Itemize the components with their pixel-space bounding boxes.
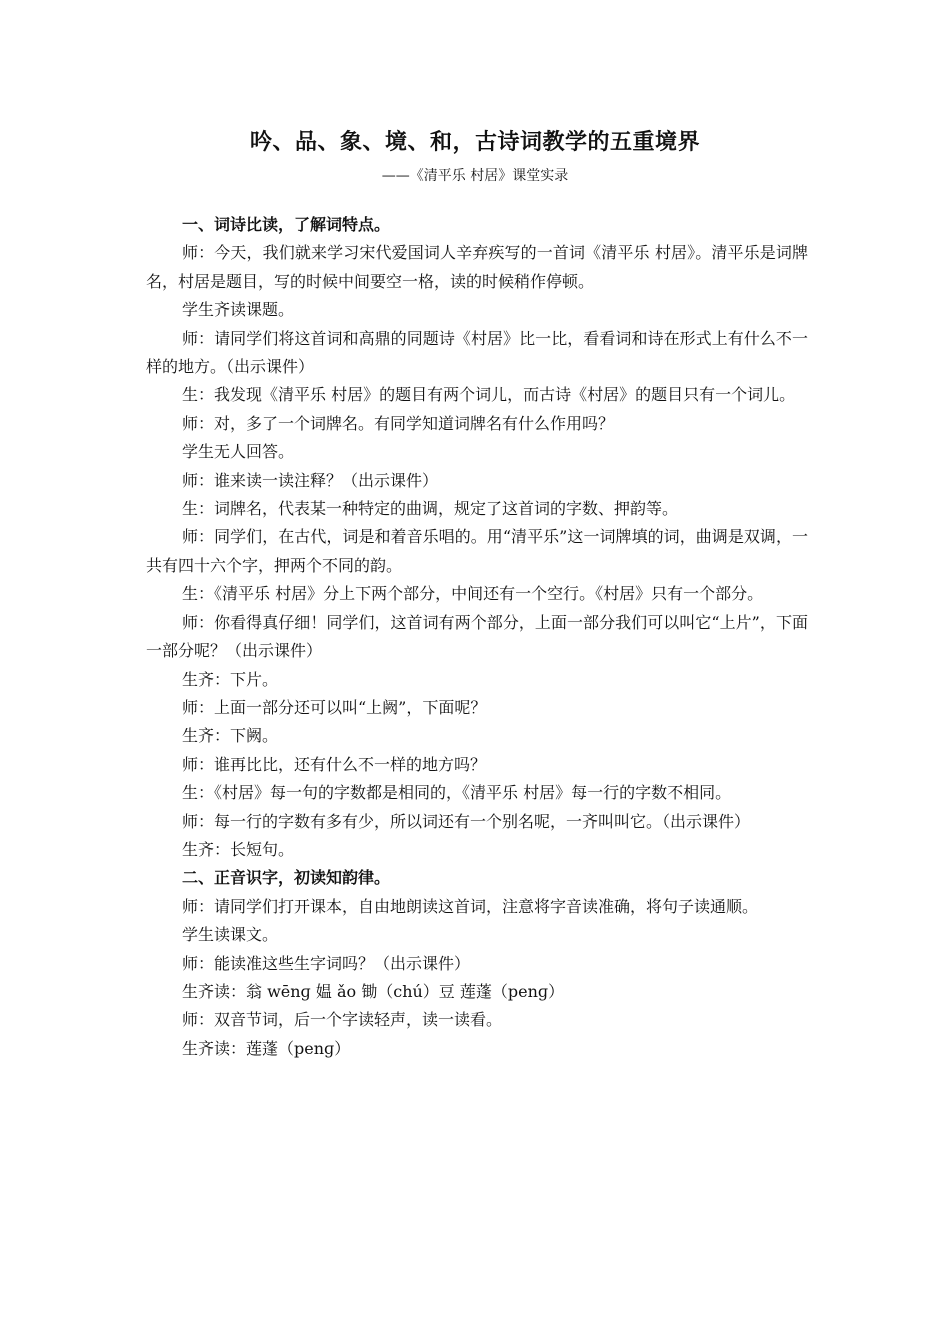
- paragraph: 师：谁再比比，还有什么不一样的地方吗？: [182, 754, 487, 774]
- paragraph: 师：上面一部分还可以叫“上阙”，下面呢？: [182, 697, 487, 717]
- document-body: [146, 211, 808, 1063]
- paragraph: 生齐：下阙。: [182, 726, 279, 746]
- section-heading: 二、正音识字，初读知韵律。: [182, 868, 391, 888]
- paragraph: 生齐：下片。: [182, 669, 279, 689]
- paragraph: 学生读课文。: [182, 925, 279, 945]
- paragraph: 生齐：长短句。: [182, 839, 295, 859]
- paragraph: 师：谁来读一读注释？（出示课件）: [182, 470, 439, 490]
- paragraph: 生：我发现《清平乐 村居》的题目有两个词儿，而古诗《村居》的题目只有一个词儿。: [182, 385, 796, 405]
- document-subtitle: ——《清平乐 村居》课堂实录: [381, 168, 569, 184]
- paragraph: 师：每一行的字数有多有少，所以词还有一个别名呢，一齐叫叫它。（出示课件）: [182, 811, 751, 831]
- paragraph: 师：对，多了一个词牌名。有同学知道词牌名有什么作用吗？: [182, 413, 615, 433]
- paragraph: 师：请同学们打开课本，自由地朗读这首词，注意将字音读准确，将句子读通顺。: [182, 896, 759, 916]
- paragraph: 生：《清平乐 村居》分上下两个部分，中间还有一个空行。《村居》只有一个部分。: [182, 584, 764, 604]
- paragraph: 师：同学们，在古代，词是和着音乐唱的。用“清平乐”这一词牌填的词，曲调是双调，一共有四十六个字，押两个不同的韵。: [146, 527, 808, 575]
- paragraph: 师：你看得真仔细！同学们，这首词有两个部分，上面一部分我们可以叫它“上片”，下面一部分呢？（出示课件）: [146, 612, 808, 661]
- paragraph: 学生无人回答。: [182, 442, 295, 462]
- paragraph: 师：今天，我们就来学习宋代爱国词人辛弃疾写的一首词《清平乐 村居》。清平乐是词牌名，村居是题目，写的时候中间要空一格，读的时候稍作停顿。: [146, 243, 808, 291]
- paragraph: 生：《村居》每一句的字数都是相同的，《清平乐 村居》每一行的字数不相同。: [182, 783, 732, 803]
- document-title: 吟、品、象、境、和，古诗词教学的五重境界: [249, 130, 700, 155]
- paragraph: 师：双音节词，后一个字读轻声，读一读看。: [182, 1010, 503, 1030]
- section-heading: 一、词诗比读，了解词特点。: [182, 215, 391, 234]
- paragraph: 生齐读：翁 wēnɡ 媪 ǎo 锄（chú）豆 莲蓬（penɡ）: [182, 981, 565, 1001]
- paragraph: 师：请同学们将这首词和高鼎的同题诗《村居》比一比，看看词和诗在形式上有什么不一样的地方。（出示课件）: [146, 328, 808, 377]
- paragraph: 生：词牌名，代表某一种特定的曲调，规定了这首词的字数、押韵等。: [182, 499, 679, 519]
- paragraph: 生齐读：莲蓬（penɡ）: [182, 1038, 351, 1058]
- paragraph: 师：能读准这些生字词吗？（出示课件）: [182, 953, 471, 973]
- paragraph: 学生齐读课题。: [182, 300, 295, 320]
